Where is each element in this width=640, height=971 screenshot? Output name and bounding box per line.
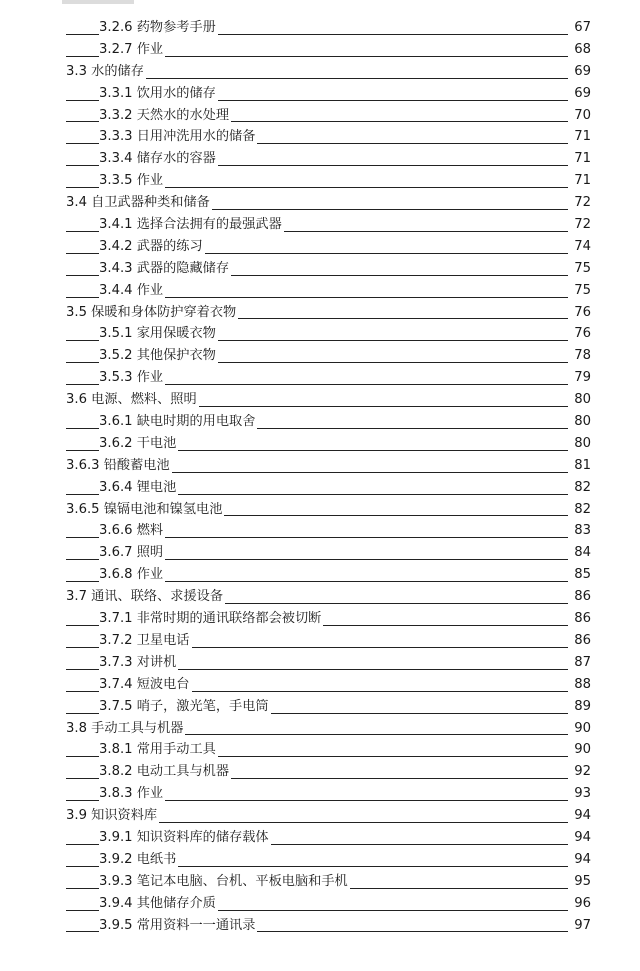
toc-entry-title: 3.9.2 电纸书 <box>99 849 178 871</box>
toc-entry-title: 3.5.2 其他保护衣物 <box>99 345 218 367</box>
toc-entry-title: 3.9.1 知识资料库的储存载体 <box>99 827 271 849</box>
toc-entry[interactable] <box>0 17 640 39</box>
toc-entry[interactable] <box>0 499 640 521</box>
toc-entry-title: 3.6.3 铅酸蓄电池 <box>66 455 172 477</box>
toc-entry[interactable] <box>0 302 640 324</box>
toc-entry-title: 3.4 自卫武器种类和储备 <box>66 192 212 214</box>
toc-entry-title: 3.3.3 日用冲洗用水的储备 <box>99 126 257 148</box>
toc-entry-page: 94 <box>574 829 591 845</box>
toc-entry-page: 71 <box>574 173 591 189</box>
toc-entry[interactable] <box>0 280 640 302</box>
toc-entry-title: 3.4.2 武器的练习 <box>99 236 205 258</box>
toc-entry-title: 3.4.3 武器的隐藏储存 <box>99 258 231 280</box>
toc-entry[interactable] <box>0 126 640 148</box>
toc-entry[interactable] <box>0 805 640 827</box>
toc-entry-page: 86 <box>574 632 591 648</box>
toc-entry-page: 82 <box>574 479 591 495</box>
toc-entry-page: 97 <box>574 917 591 933</box>
toc-entry-title: 3.7.4 短波电台 <box>99 674 192 696</box>
toc-entry[interactable] <box>0 61 640 83</box>
toc-entry-title: 3.3.1 饮用水的储存 <box>99 83 218 105</box>
toc-entry-title: 3.7 通讯、联络、求援设备 <box>66 586 225 608</box>
toc-entry-page: 68 <box>574 41 591 57</box>
toc-entry-page: 90 <box>574 720 591 736</box>
toc-entry-page: 72 <box>574 195 591 211</box>
toc-entry[interactable] <box>0 696 640 718</box>
toc-entry-page: 89 <box>574 698 591 714</box>
toc-entry-title: 3.7.2 卫星电话 <box>99 630 192 652</box>
toc-entry[interactable] <box>0 192 640 214</box>
toc-entry[interactable] <box>0 433 640 455</box>
toc-entry[interactable] <box>0 739 640 761</box>
toc-entry-page: 78 <box>574 348 591 364</box>
toc-entry[interactable] <box>0 849 640 871</box>
toc-entry[interactable] <box>0 718 640 740</box>
toc-entry-title: 3.8.3 作业 <box>99 783 165 805</box>
toc-entry[interactable] <box>0 39 640 61</box>
toc-entry[interactable] <box>0 411 640 433</box>
toc-entry-page: 93 <box>574 786 591 802</box>
toc-entry-title: 3.6.7 照明 <box>99 542 165 564</box>
toc-entry-page: 74 <box>574 238 591 254</box>
toc-entry[interactable] <box>0 345 640 367</box>
toc-entry-title: 3.5.3 作业 <box>99 367 165 389</box>
toc-entry-title: 3.7.1 非常时期的通讯联络都会被切断 <box>99 608 323 630</box>
toc-entry-page: 72 <box>574 217 591 233</box>
toc-entry-title: 3.6.5 镍镉电池和镍氢电池 <box>66 499 224 521</box>
toc-entry-page: 95 <box>574 873 591 889</box>
toc-entry[interactable] <box>0 652 640 674</box>
toc-entry[interactable] <box>0 674 640 696</box>
toc-entry-title: 3.2.6 药物参考手册 <box>99 17 218 39</box>
toc-entry-title: 3.4.4 作业 <box>99 280 165 302</box>
toc-entry-title: 3.6.1 缺电时期的用电取舍 <box>99 411 257 433</box>
toc-entry-page: 71 <box>574 129 591 145</box>
toc-entry[interactable] <box>0 389 640 411</box>
toc-entry-title: 3.8.1 常用手动工具 <box>99 739 218 761</box>
toc-entry-page: 76 <box>574 326 591 342</box>
toc-entry[interactable] <box>0 586 640 608</box>
toc-entry-page: 80 <box>574 414 591 430</box>
toc-entry[interactable] <box>0 783 640 805</box>
toc-entry-title: 3.6.4 锂电池 <box>99 477 178 499</box>
toc-entry-title: 3.3.4 储存水的容器 <box>99 148 218 170</box>
toc-entry[interactable] <box>0 564 640 586</box>
table-of-contents <box>0 17 640 936</box>
toc-entry-title: 3.3.2 天然水的水处理 <box>99 105 231 127</box>
toc-entry-page: 86 <box>574 611 591 627</box>
toc-entry[interactable] <box>0 367 640 389</box>
toc-entry-title: 3.6.2 干电池 <box>99 433 178 455</box>
toc-entry-title: 3.4.1 选择合法拥有的最强武器 <box>99 214 284 236</box>
toc-entry-title: 3.7.3 对讲机 <box>99 652 178 674</box>
toc-entry-page: 75 <box>574 260 591 276</box>
toc-entry-title: 3.2.7 作业 <box>99 39 165 61</box>
toc-entry-page: 70 <box>574 107 591 123</box>
toc-entry[interactable] <box>0 893 640 915</box>
toc-entry-title: 3.9.3 笔记本电脑、台机、平板电脑和手机 <box>99 871 350 893</box>
toc-entry-page: 80 <box>574 392 591 408</box>
toc-entry-page: 81 <box>574 457 591 473</box>
toc-entry[interactable] <box>0 105 640 127</box>
toc-entry[interactable] <box>0 630 640 652</box>
toc-entry[interactable] <box>0 323 640 345</box>
toc-entry[interactable] <box>0 477 640 499</box>
toc-entry[interactable] <box>0 455 640 477</box>
toc-entry-title: 3.3.5 作业 <box>99 170 165 192</box>
toc-entry-page: 76 <box>574 304 591 320</box>
toc-entry-title: 3.5.1 家用保暖衣物 <box>99 323 218 345</box>
toc-entry-page: 79 <box>574 370 591 386</box>
toc-entry-page: 94 <box>574 808 591 824</box>
toc-entry-page: 83 <box>574 523 591 539</box>
toc-entry-title: 3.3 水的储存 <box>66 61 146 83</box>
toc-entry-page: 96 <box>574 895 591 911</box>
toc-entry[interactable] <box>0 214 640 236</box>
toc-entry-title: 3.5 保暖和身体防护穿着衣物 <box>66 302 238 324</box>
toc-entry-page: 69 <box>574 85 591 101</box>
toc-entry[interactable] <box>0 761 640 783</box>
toc-entry-page: 75 <box>574 282 591 298</box>
toc-entry[interactable] <box>0 236 640 258</box>
toc-entry-title: 3.7.5 哨子，激光笔，手电筒 <box>99 696 271 718</box>
toc-entry-page: 87 <box>574 654 591 670</box>
toc-entry[interactable] <box>0 608 640 630</box>
page-top-mark <box>62 0 134 4</box>
toc-entry-page: 90 <box>574 742 591 758</box>
toc-entry[interactable] <box>0 542 640 564</box>
toc-entry-title: 3.6 电源、燃料、照明 <box>66 389 199 411</box>
toc-entry-title: 3.6.6 燃料 <box>99 520 165 542</box>
toc-entry-page: 82 <box>574 501 591 517</box>
toc-entry-title: 3.9 知识资料库 <box>66 805 159 827</box>
toc-entry[interactable] <box>0 83 640 105</box>
toc-entry[interactable] <box>0 258 640 280</box>
toc-entry[interactable] <box>0 170 640 192</box>
toc-entry-title: 3.8.2 电动工具与机器 <box>99 761 231 783</box>
toc-entry[interactable] <box>0 915 640 937</box>
toc-entry-title: 3.9.4 其他储存介质 <box>99 893 218 915</box>
toc-entry-title: 3.8 手动工具与机器 <box>66 718 185 740</box>
toc-entry-page: 92 <box>574 764 591 780</box>
toc-entry-title: 3.6.8 作业 <box>99 564 165 586</box>
toc-entry-page: 86 <box>574 589 591 605</box>
toc-entry-title: 3.9.5 常用资料一一通讯录 <box>99 915 257 937</box>
toc-entry[interactable] <box>0 148 640 170</box>
toc-entry-page: 88 <box>574 676 591 692</box>
toc-entry-page: 67 <box>574 20 591 35</box>
toc-entry-page: 71 <box>574 151 591 167</box>
toc-entry-page: 85 <box>574 567 591 583</box>
toc-entry-page: 69 <box>574 63 591 79</box>
toc-entry-page: 84 <box>574 545 591 561</box>
toc-entry-page: 80 <box>574 435 591 451</box>
toc-entry[interactable] <box>0 827 640 849</box>
toc-entry[interactable] <box>0 871 640 893</box>
toc-entry-page: 94 <box>574 851 591 867</box>
toc-entry[interactable] <box>0 520 640 542</box>
